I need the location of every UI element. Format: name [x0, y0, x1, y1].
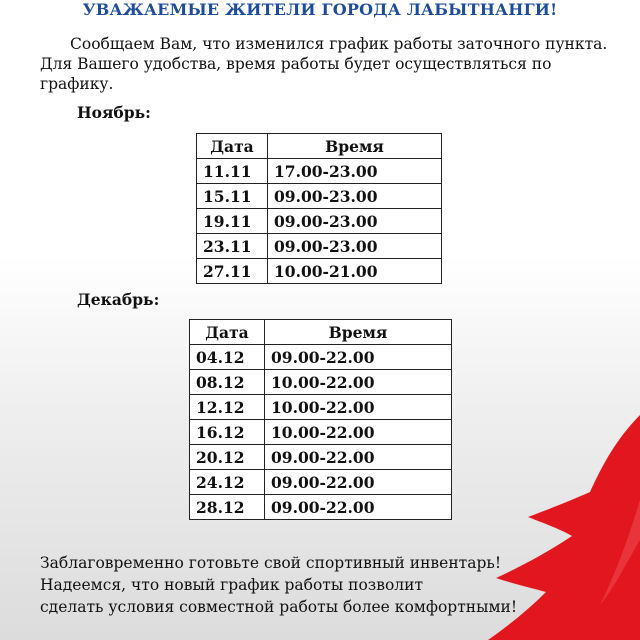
table-row — [190, 445, 452, 470]
time-cell: 17.00-23.00 — [268, 159, 442, 184]
date-cell: 12.12 — [190, 395, 265, 420]
time-cell: 09.00-22.00 — [265, 495, 452, 520]
november-schedule-table — [196, 133, 442, 284]
table-row — [197, 159, 442, 184]
footer-line: Заблаговременно готовьте свой спортивный инвентарь! — [40, 554, 502, 572]
table-row — [197, 184, 442, 209]
table-row — [190, 345, 452, 370]
date-cell: 15.11 — [197, 184, 268, 209]
table-row — [197, 259, 442, 284]
date-cell: 24.12 — [190, 470, 265, 495]
table-row — [197, 234, 442, 259]
date-cell: 11.11 — [197, 159, 268, 184]
column-header-date: Дата — [197, 134, 268, 159]
table-row — [190, 495, 452, 520]
time-cell: 09.00-22.00 — [265, 445, 452, 470]
december-label: Декабрь: — [77, 290, 160, 309]
date-cell: 27.11 — [197, 259, 268, 284]
time-cell: 10.00-22.00 — [265, 420, 452, 445]
time-cell: 09.00-22.00 — [265, 345, 452, 370]
time-cell: 10.00-21.00 — [268, 259, 442, 284]
december-schedule-table — [189, 319, 452, 520]
column-header-date: Дата — [190, 320, 265, 345]
table-row — [197, 209, 442, 234]
column-header-time: Время — [268, 134, 442, 159]
time-cell: 09.00-23.00 — [268, 234, 442, 259]
time-cell: 10.00-22.00 — [265, 395, 452, 420]
time-cell: 09.00-22.00 — [265, 470, 452, 495]
date-cell: 19.11 — [197, 209, 268, 234]
date-cell: 28.12 — [190, 495, 265, 520]
time-cell: 09.00-23.00 — [268, 209, 442, 234]
footer-line: сделать условия совместной работы более комфортными! — [40, 598, 518, 616]
footer-line: Надеемся, что новый график работы позволит — [40, 576, 424, 594]
table-row — [190, 370, 452, 395]
time-cell: 09.00-23.00 — [268, 184, 442, 209]
intro-text: Сообщаем Вам, что изменился график работы заточного пункта. Для Вашего удобства, время работы будет осуществляться по графику. — [40, 35, 608, 93]
intro-paragraph — [40, 34, 610, 94]
time-cell: 10.00-22.00 — [265, 370, 452, 395]
date-cell: 20.12 — [190, 445, 265, 470]
november-label: Ноябрь: — [77, 103, 151, 122]
footer-text — [40, 552, 630, 618]
table-header-row — [197, 134, 442, 159]
page-title: УВАЖАЕМЫЕ ЖИТЕЛИ ГОРОДА ЛАБЫТНАНГИ! — [82, 0, 558, 19]
date-cell: 23.11 — [197, 234, 268, 259]
column-header-time: Время — [265, 320, 452, 345]
table-header-row — [190, 320, 452, 345]
date-cell: 08.12 — [190, 370, 265, 395]
date-cell: 16.12 — [190, 420, 265, 445]
date-cell: 04.12 — [190, 345, 265, 370]
table-row — [190, 420, 452, 445]
table-row — [190, 395, 452, 420]
table-row — [190, 470, 452, 495]
